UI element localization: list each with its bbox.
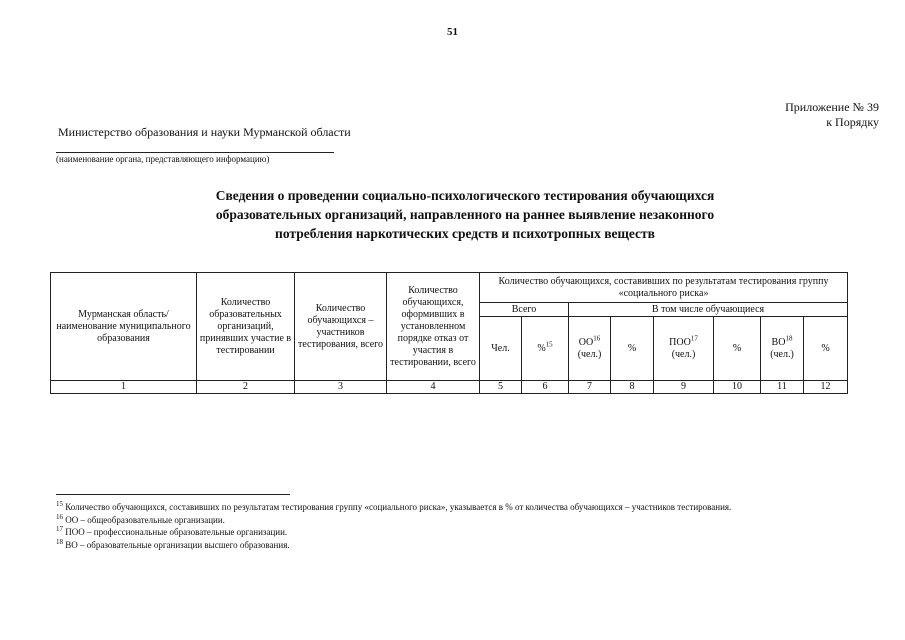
column-number: 4 <box>387 381 480 394</box>
footnote-15: $^{15}$ Количество обучающихся, составивших по результатам тестирования группу «социального риска», указывается в % от количества обучающихся – участников тестирования. <box>56 500 732 512</box>
footnotes <box>56 501 886 551</box>
header-risk-group: Количество обучающихся, составивших по результатам тестирования группу «социального риска» <box>480 273 848 303</box>
column-number: 5 <box>480 381 522 394</box>
header-people: Чел. <box>480 317 522 381</box>
column-number: 9 <box>654 381 714 394</box>
document-title <box>150 186 780 243</box>
header-oo: ОО$^{16}$ (чел.) <box>569 317 611 381</box>
header-municipality: Мурманская область/наименование муниципального образования <box>51 273 197 381</box>
column-number: 1 <box>51 381 197 394</box>
column-number: 12 <box>804 381 848 394</box>
column-number: 11 <box>761 381 804 394</box>
footnote-17: $^{17}$ ПОО – профессиональные образовательные организации. <box>56 525 288 537</box>
header-including: В том числе обучающиеся <box>569 303 848 317</box>
footnote-separator <box>56 494 290 495</box>
page-number: 51 <box>447 26 458 38</box>
header-total: Всего <box>480 303 569 317</box>
ministry-name: Министерство образования и науки Мурманской области <box>58 125 351 139</box>
header-poo: ПОО$^{17}$ (чел.) <box>654 317 714 381</box>
header-poo-percent: % <box>714 317 761 381</box>
footnote-16: $^{16}$ ОО – общеобразовательные организации. <box>56 512 225 525</box>
ministry-underline <box>56 152 334 153</box>
title-line-1: Сведения о проведении социально-психологического тестирования обучающихся <box>215 188 715 203</box>
column-number: 3 <box>295 381 387 394</box>
title-line-2: образовательных организаций, направленного на раннее выявление незаконного <box>215 207 715 222</box>
header-percent-total: %$^{15}$ <box>522 317 569 381</box>
header-participants-count: Количество обучающихся – участников тестирования, всего <box>295 273 387 381</box>
appendix-number: Приложение № 39 <box>785 100 879 114</box>
ministry-note: (наименование органа, представляющего информацию) <box>56 154 270 164</box>
header-refusals-count: Количество обучающихся, оформивших в установленном порядке отказ от участия в тестировании, всего <box>387 273 480 381</box>
column-number: 8 <box>611 381 654 394</box>
column-numbers-row <box>51 381 848 394</box>
header-vo: ВО$^{18}$ (чел.) <box>761 317 804 381</box>
column-number: 2 <box>197 381 295 394</box>
header-vo-percent: % <box>804 317 848 381</box>
appendix-block <box>785 100 879 130</box>
report-table <box>50 272 848 394</box>
header-oo-percent: % <box>611 317 654 381</box>
footnote-18: $^{18}$ ВО – образовательные организации высшего образования. <box>56 537 290 550</box>
header-organizations-count: Количество образовательных организаций, принявших участие в тестировании <box>197 273 295 381</box>
title-line-3: потребления наркотических средств и психотропных веществ <box>275 226 655 241</box>
column-number: 6 <box>522 381 569 394</box>
appendix-reference: к Порядку <box>826 115 879 129</box>
column-number: 10 <box>714 381 761 394</box>
column-number: 7 <box>569 381 611 394</box>
